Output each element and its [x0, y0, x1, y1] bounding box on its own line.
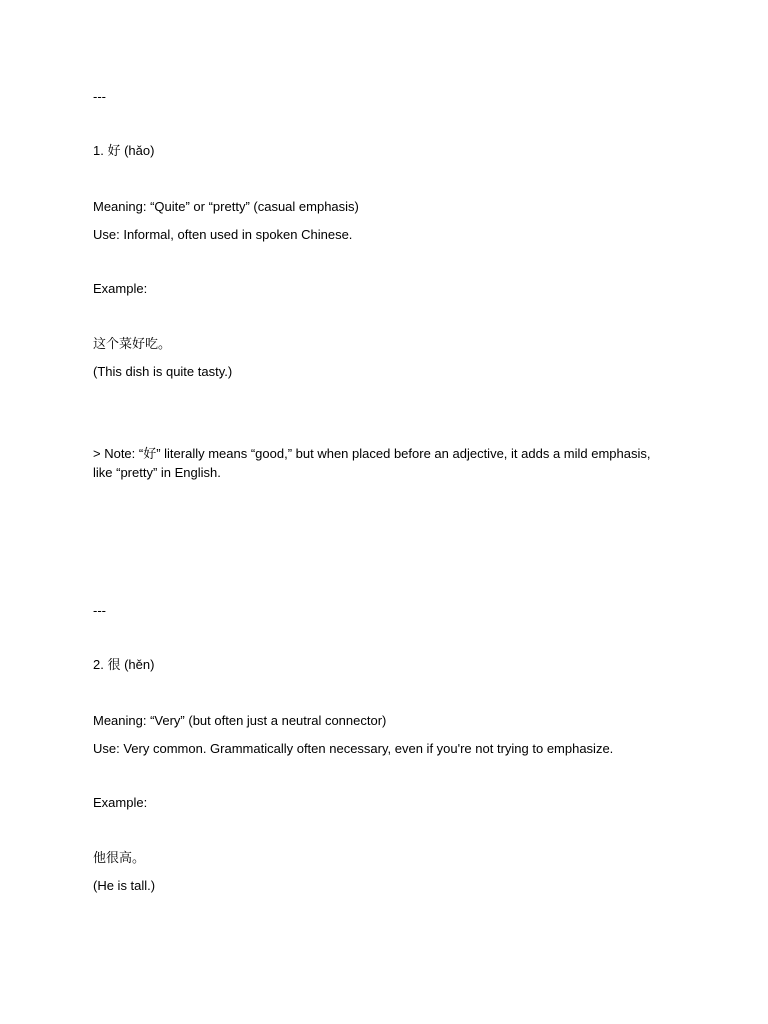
- meaning-text: Meaning: “Quite” or “pretty” (casual emphasis): [93, 199, 359, 214]
- note-text: > Note: “好” literally means “good,” but when placed before an adjective, it adds a mild emphasis, like “pretty” in English.: [93, 446, 651, 480]
- section-divider: ---: [93, 89, 106, 104]
- example-label: Example:: [93, 281, 148, 296]
- meaning-text: Meaning: “Very” (but often just a neutral connector): [93, 713, 387, 728]
- section-divider: ---: [93, 603, 106, 618]
- example-chinese: 这个菜好吃。: [93, 336, 172, 351]
- section-heading: 2. 很 (hěn): [93, 657, 155, 672]
- use-text: Use: Very common. Grammatically often necessary, even if you're not trying to emphasize.: [93, 741, 614, 756]
- use-text: Use: Informal, often used in spoken Chinese.: [93, 227, 353, 242]
- example-chinese: 他很高。: [93, 850, 146, 865]
- example-translation: (He is tall.): [93, 878, 156, 893]
- example-translation: (This dish is quite tasty.): [93, 364, 233, 379]
- section-heading: 1. 好 (hǎo): [93, 143, 155, 158]
- example-label: Example:: [93, 795, 148, 810]
